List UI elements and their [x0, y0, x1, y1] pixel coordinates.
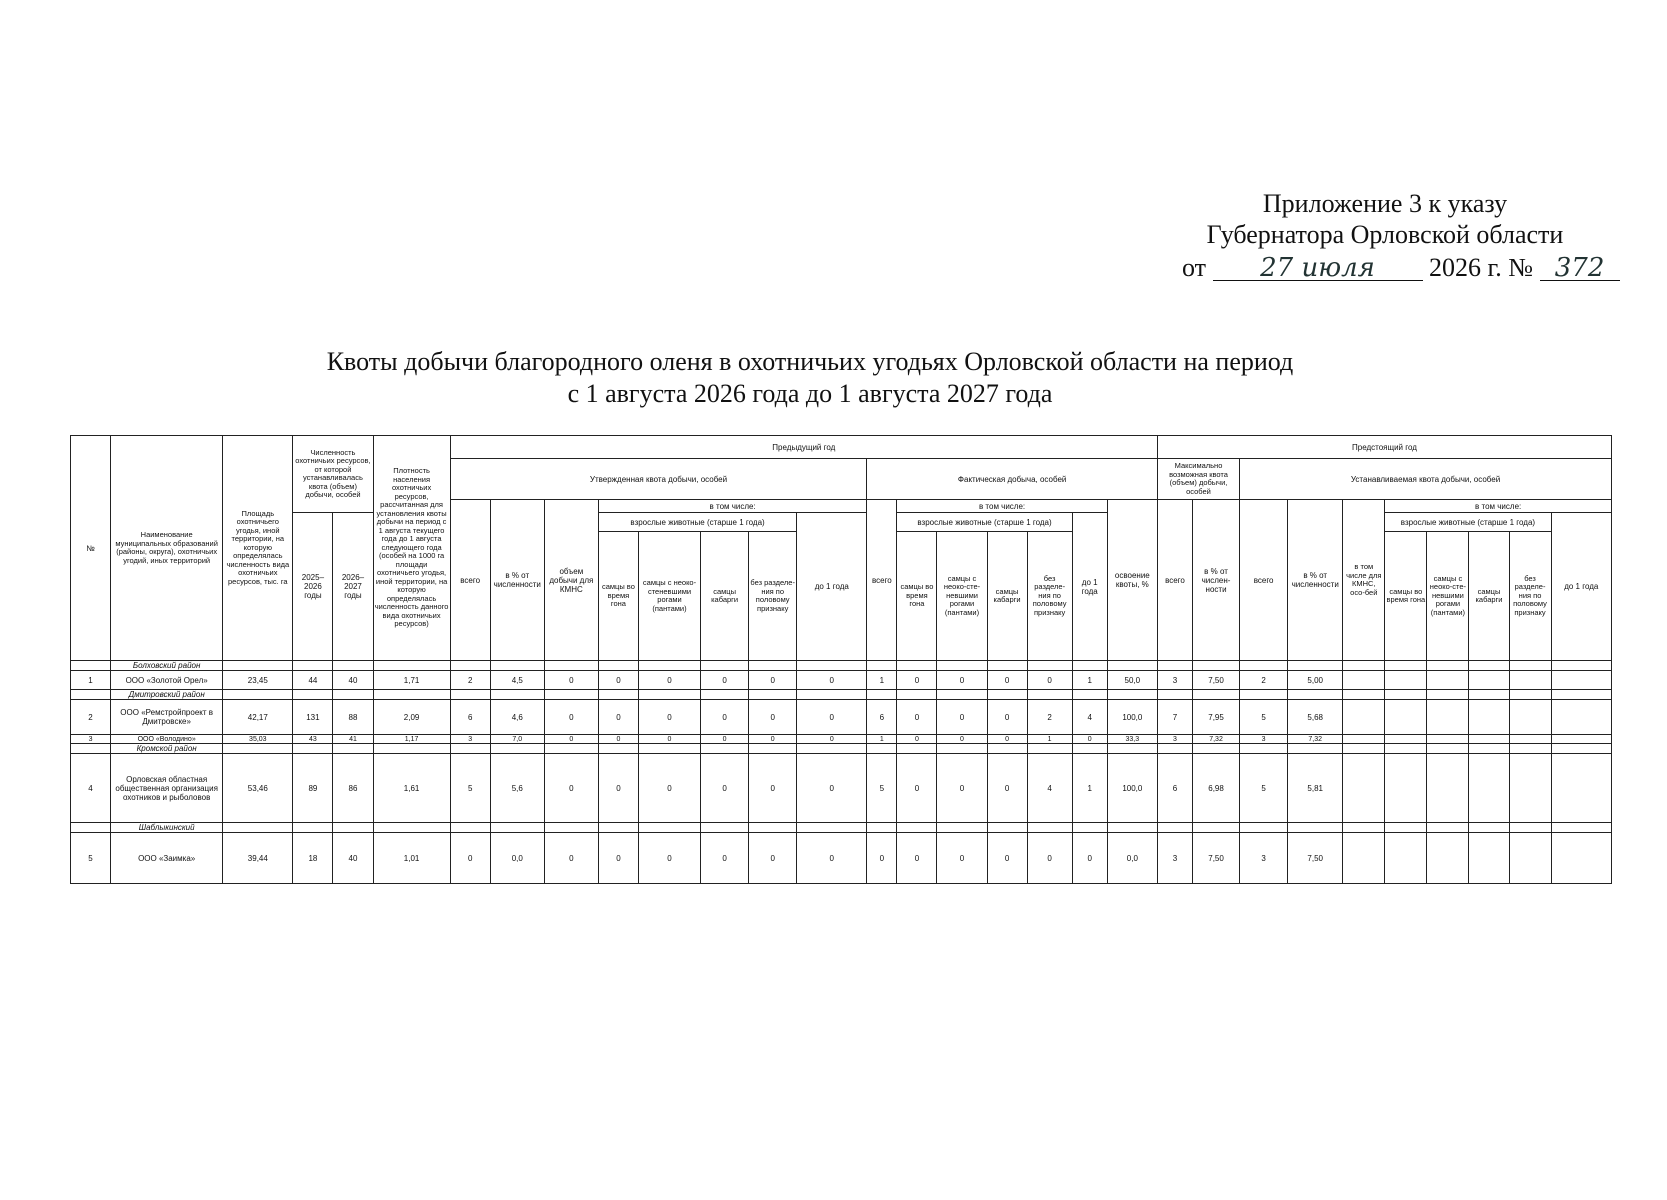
cell-area: 39,44 [223, 833, 293, 884]
cell-set: 2 [1240, 671, 1288, 690]
cell-approved: 0 [749, 735, 797, 744]
h-actual-velvet: самцы с неоко-сте-невшими рогами (пантами) [937, 532, 987, 661]
cell-actual: 0 [987, 700, 1027, 735]
title-line1: Квоты добычи благородного оленя в охотничьих угодьях Орловской области на период [326, 347, 1294, 376]
cell-density: 1,61 [373, 754, 450, 823]
cell-max: 6 [1157, 754, 1192, 823]
h-set-rut: самцы во время гона [1385, 532, 1427, 661]
cell-actual: 0 [987, 671, 1027, 690]
cell-approved: 6 [450, 700, 490, 735]
cell-pop2: 40 [333, 671, 373, 690]
cell-num: 2 [71, 700, 111, 735]
cell-approved: 0 [797, 700, 867, 735]
cell-density: 1,17 [373, 735, 450, 744]
cell-name: ООО «Володино» [111, 735, 223, 744]
h-approved-adults: взрослые животные (старше 1 года) [598, 513, 796, 532]
cell-approved: 0 [797, 671, 867, 690]
table-row [71, 700, 1612, 735]
region-row [71, 661, 1612, 671]
cell-set [1509, 735, 1551, 744]
cell-set [1551, 833, 1611, 884]
h-approved-nosex: без разделе-ния по половому признаку [749, 532, 797, 661]
cell-set [1385, 700, 1427, 735]
cell-actual: 0 [987, 754, 1027, 823]
cell-pop2: 41 [333, 735, 373, 744]
cell-approved: 0 [598, 735, 638, 744]
document-title [200, 346, 1420, 410]
col-num: № [71, 436, 111, 661]
col-density: Плотность населения охотничьих ресурсов, рассчитанная для установления квоты добычи на период с 1 августа текущего года до 1 августа следующего года (особей на 1000 га площади охотничьего угодья, иной территории, на которую определялась численность данного вида охотничьих ресурсов) [373, 436, 450, 661]
cell-set [1509, 754, 1551, 823]
cell-approved: 0 [544, 671, 598, 690]
cell-set: 5 [1240, 754, 1288, 823]
cell-approved: 0 [749, 833, 797, 884]
cell-approved: 0 [701, 833, 749, 884]
cell-actual: 4 [1027, 754, 1072, 823]
cell-actual: 0 [897, 671, 937, 690]
h-set-nosex: без разделе-ния по половому признаку [1509, 532, 1551, 661]
cell-actual: 0 [1027, 671, 1072, 690]
cell-actual: 0 [937, 700, 987, 735]
h-set-including: в том числе: [1385, 500, 1612, 513]
cell-pop1: 18 [293, 833, 333, 884]
cell-name: ООО «Золотой Орел» [111, 671, 223, 690]
cell-approved: 0 [638, 735, 700, 744]
cell-approved: 0 [598, 671, 638, 690]
cell-set [1469, 833, 1509, 884]
cell-actual: 1 [1072, 754, 1107, 823]
col-next-year: Предстоящий год [1157, 436, 1611, 459]
cell-pop2: 40 [333, 833, 373, 884]
cell-approved: 2 [450, 671, 490, 690]
region-row [71, 823, 1612, 833]
col-set-quota: Устанавливаемая квота добычи, особей [1240, 459, 1612, 500]
cell-approved: 0 [701, 671, 749, 690]
region-name: Шаблыкинский [111, 823, 223, 833]
cell-set [1509, 700, 1551, 735]
cell-approved: 0 [797, 754, 867, 823]
cell-max: 7,95 [1193, 700, 1240, 735]
cell-set [1427, 671, 1469, 690]
cell-approved: 0 [598, 754, 638, 823]
h-approved-including: в том числе: [598, 500, 866, 513]
cell-max: 3 [1157, 671, 1192, 690]
cell-max: 7,50 [1193, 671, 1240, 690]
h-set-velvet: самцы с неоко-сте-невшими рогами (пантами) [1427, 532, 1469, 661]
cell-pop1: 43 [293, 735, 333, 744]
h-set-kmns: в том числе для КМНС, осо-бей [1343, 500, 1385, 661]
cell-area: 53,46 [223, 754, 293, 823]
cell-actual: 0,0 [1107, 833, 1157, 884]
cell-actual: 0 [937, 833, 987, 884]
h-set-musk: самцы кабарги [1469, 532, 1509, 661]
cell-actual: 0 [897, 700, 937, 735]
col-prev-year: Предыдущий год [450, 436, 1157, 459]
cell-density: 2,09 [373, 700, 450, 735]
cell-approved: 4,5 [490, 671, 544, 690]
cell-approved: 7,0 [490, 735, 544, 744]
cell-actual: 100,0 [1107, 700, 1157, 735]
h-approved-under1: до 1 года [797, 513, 867, 661]
cell-approved: 0 [638, 700, 700, 735]
cell-set [1343, 833, 1385, 884]
cell-actual: 33,3 [1107, 735, 1157, 744]
cell-set [1427, 833, 1469, 884]
cell-approved: 0 [598, 833, 638, 884]
cell-pop2: 86 [333, 754, 373, 823]
cell-pop1: 89 [293, 754, 333, 823]
table-row [71, 754, 1612, 823]
cell-actual: 0 [937, 671, 987, 690]
cell-set: 7,32 [1288, 735, 1343, 744]
cell-actual: 0 [897, 754, 937, 823]
cell-actual: 0 [937, 754, 987, 823]
cell-max: 7,32 [1193, 735, 1240, 744]
cell-set [1509, 671, 1551, 690]
cell-actual: 1 [1027, 735, 1072, 744]
cell-approved: 0 [749, 671, 797, 690]
h-approved-pct: в % от численности [490, 500, 544, 661]
cell-set: 5 [1240, 700, 1288, 735]
h-actual-musk: самцы кабарги [987, 532, 1027, 661]
handwritten-number: 372 [1540, 256, 1620, 281]
h-actual-total: всего [867, 500, 897, 661]
cell-actual: 5 [867, 754, 897, 823]
region-name: Дмитровский район [111, 690, 223, 700]
handwritten-date: 27 июля [1213, 256, 1423, 281]
h-set-pct: в % от численности [1288, 500, 1343, 661]
h-max-total: всего [1157, 500, 1192, 661]
cell-actual: 0 [897, 833, 937, 884]
col-max-quota: Максимально возможная квота (объем) добычи, особей [1157, 459, 1239, 500]
h-approved-kmns: объем добычи для КМНС [544, 500, 598, 661]
h-actual-nosex: без разделе-ния по половому признаку [1027, 532, 1072, 661]
appendix-decree-line [1150, 252, 1620, 283]
cell-actual: 1 [867, 671, 897, 690]
cell-approved: 0 [701, 754, 749, 823]
h-approved-velvet: самцы с неоко-стеневшими рогами (пантами) [638, 532, 700, 661]
cell-actual: 0 [867, 833, 897, 884]
h-pop-2026: 2026–2027 годы [333, 513, 373, 661]
cell-approved: 0 [638, 671, 700, 690]
col-name: Наименование муниципальных образований (районы, округа), охотничьих угодий, иных территорий [111, 436, 223, 661]
cell-max: 3 [1157, 735, 1192, 744]
h-pop-2025: 2025–2026 годы [293, 513, 333, 661]
cell-set [1343, 671, 1385, 690]
cell-actual: 0 [987, 833, 1027, 884]
cell-set [1385, 833, 1427, 884]
h-quota-mastery: освоение квоты, % [1107, 500, 1157, 661]
cell-set [1343, 735, 1385, 744]
h-approved-musk: самцы кабарги [701, 532, 749, 661]
h-actual-adults: взрослые животные (старше 1 года) [897, 513, 1072, 532]
cell-set [1427, 735, 1469, 744]
cell-set: 3 [1240, 833, 1288, 884]
h-approved-rut: самцы во время гона [598, 532, 638, 661]
table-row [71, 833, 1612, 884]
cell-approved: 0 [638, 833, 700, 884]
h-set-total: всего [1240, 500, 1288, 661]
cell-area: 23,45 [223, 671, 293, 690]
h-actual-including: в том числе: [897, 500, 1107, 513]
cell-set [1427, 754, 1469, 823]
cell-set [1385, 754, 1427, 823]
cell-actual: 0 [897, 735, 937, 744]
cell-actual: 1 [867, 735, 897, 744]
cell-set: 5,81 [1288, 754, 1343, 823]
h-approved-total: всего [450, 500, 490, 661]
table-row [71, 735, 1612, 744]
cell-approved: 0,0 [490, 833, 544, 884]
h-actual-rut: самцы во время гона [897, 532, 937, 661]
cell-set: 5,68 [1288, 700, 1343, 735]
region-row [71, 690, 1612, 700]
cell-actual: 1 [1072, 671, 1107, 690]
cell-approved: 0 [749, 754, 797, 823]
cell-approved: 0 [544, 833, 598, 884]
appendix-header [1150, 188, 1620, 283]
cell-actual: 4 [1072, 700, 1107, 735]
cell-set [1509, 833, 1551, 884]
cell-name: ООО «Заимка» [111, 833, 223, 884]
cell-pop1: 131 [293, 700, 333, 735]
cell-num: 1 [71, 671, 111, 690]
cell-pop1: 44 [293, 671, 333, 690]
table-body [71, 661, 1612, 884]
cell-set [1551, 700, 1611, 735]
cell-approved: 0 [701, 735, 749, 744]
cell-num: 5 [71, 833, 111, 884]
col-area: Площадь охотничьего угодья, иной территории, на которую определялась численность вида охотничьих ресурсов, тыс. га [223, 436, 293, 661]
cell-name: Орловская областная общественная организация охотников и рыболовов [111, 754, 223, 823]
cell-set [1343, 700, 1385, 735]
cell-set [1469, 671, 1509, 690]
region-row [71, 744, 1612, 754]
cell-name: ООО «Ремстройпроект в Дмитровске» [111, 700, 223, 735]
cell-approved: 4,6 [490, 700, 544, 735]
cell-area: 35,03 [223, 735, 293, 744]
cell-approved: 0 [598, 700, 638, 735]
quota-table [70, 435, 1612, 884]
cell-set [1551, 754, 1611, 823]
region-name: Кромской район [111, 744, 223, 754]
cell-max: 3 [1157, 833, 1192, 884]
cell-max: 7 [1157, 700, 1192, 735]
cell-max: 7,50 [1193, 833, 1240, 884]
cell-actual: 50,0 [1107, 671, 1157, 690]
col-actual-harvest: Фактическая добыча, особей [867, 459, 1158, 500]
cell-approved: 3 [450, 735, 490, 744]
cell-set [1551, 671, 1611, 690]
h-actual-under1: до 1 года [1072, 513, 1107, 661]
cell-set [1551, 735, 1611, 744]
cell-approved: 0 [749, 700, 797, 735]
cell-set [1469, 735, 1509, 744]
cell-max: 6,98 [1193, 754, 1240, 823]
cell-set: 3 [1240, 735, 1288, 744]
cell-actual: 0 [937, 735, 987, 744]
cell-density: 1,71 [373, 671, 450, 690]
cell-num: 4 [71, 754, 111, 823]
cell-approved: 0 [544, 754, 598, 823]
cell-approved: 5 [450, 754, 490, 823]
col-approved-quota: Утвержденная квота добычи, особей [450, 459, 867, 500]
h-set-under1: до 1 года [1551, 513, 1611, 661]
from-label: от [1182, 253, 1207, 282]
cell-actual: 2 [1027, 700, 1072, 735]
cell-actual: 100,0 [1107, 754, 1157, 823]
cell-approved: 0 [450, 833, 490, 884]
cell-set: 5,00 [1288, 671, 1343, 690]
region-name: Болховский район [111, 661, 223, 671]
cell-approved: 5,6 [490, 754, 544, 823]
cell-set: 7,50 [1288, 833, 1343, 884]
table-row [71, 671, 1612, 690]
h-max-pct: в % от числен-ности [1193, 500, 1240, 661]
cell-num: 3 [71, 735, 111, 744]
cell-set [1427, 700, 1469, 735]
year-label: 2026 г. № [1429, 253, 1534, 282]
cell-actual: 6 [867, 700, 897, 735]
col-population: Численность охотничьих ресурсов, от которой устанавливалась квота (объем) добычи, особей [293, 436, 373, 513]
cell-approved: 0 [544, 700, 598, 735]
cell-actual: 0 [1072, 735, 1107, 744]
cell-set [1385, 735, 1427, 744]
appendix-line1: Приложение 3 к указу [1262, 189, 1508, 218]
cell-actual: 0 [987, 735, 1027, 744]
cell-actual: 0 [1027, 833, 1072, 884]
cell-pop2: 88 [333, 700, 373, 735]
cell-set [1385, 671, 1427, 690]
cell-set [1469, 754, 1509, 823]
cell-area: 42,17 [223, 700, 293, 735]
cell-approved: 0 [544, 735, 598, 744]
cell-approved: 0 [797, 735, 867, 744]
cell-set [1469, 700, 1509, 735]
h-set-adults: взрослые животные (старше 1 года) [1385, 513, 1551, 532]
cell-actual: 0 [1072, 833, 1107, 884]
cell-approved: 0 [638, 754, 700, 823]
cell-approved: 0 [701, 700, 749, 735]
cell-density: 1,01 [373, 833, 450, 884]
appendix-line2: Губернатора Орловской области [1206, 220, 1564, 249]
cell-approved: 0 [797, 833, 867, 884]
title-line2: с 1 августа 2026 года до 1 августа 2027 года [567, 379, 1053, 408]
cell-set [1343, 754, 1385, 823]
